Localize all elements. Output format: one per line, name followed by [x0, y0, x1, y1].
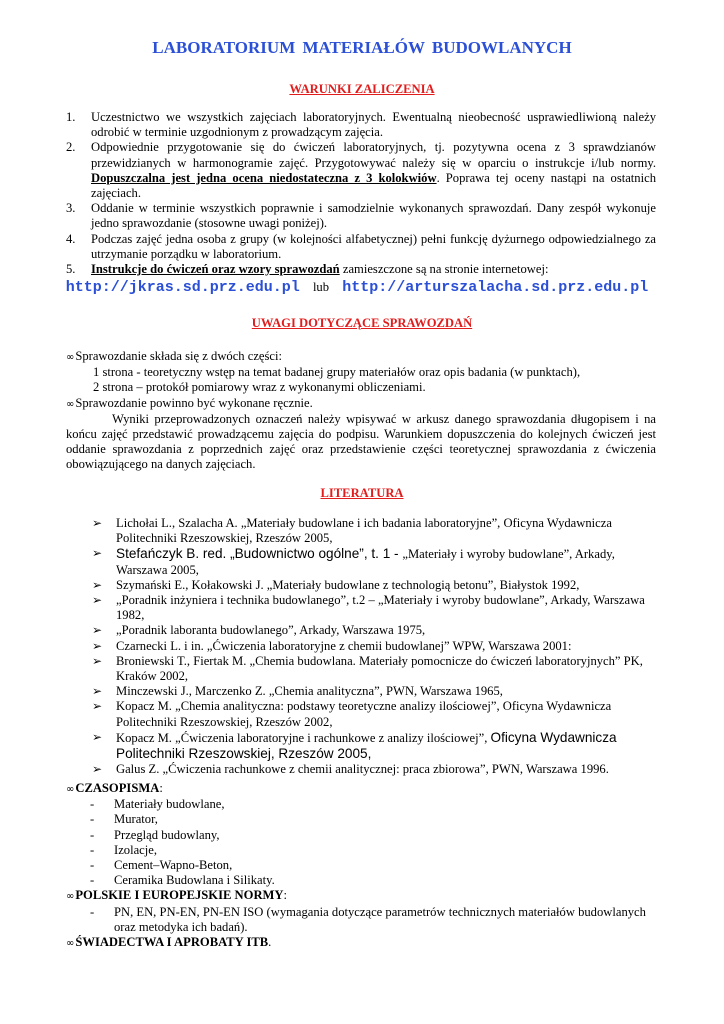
condition-item: 2. Odpowiednie przygotowanie się do ćwiczeń laboratoryjnych, tj. pozytywna ocena z 3 sprawdzianów przewidzianych w harmonogramie zajęć. Przygotowywać należy się w oparciu o instrukcje i/lub normy. Dopuszczalna jest jedna ocena niedostateczna z 3 kolokwiów. Poprawa tej oceny nastąpi na ostatnich zajęciach. — [66, 140, 656, 201]
normy-list — [66, 905, 666, 935]
section-heading-literatura: LITERATURA — [320, 486, 404, 500]
literature-item: ➢ „Poradnik laboranta budowlanego”, Arkady, Warszawa 1975, — [92, 623, 426, 638]
condition-item: 4. Podczas zajęć jedna osoba z grupy (w kolejności alfabetycznej) pełni funkcję dyżurnego odpowiedzialnego za utrzymanie porządku w laboratorium. — [66, 231, 656, 261]
literature-item: ➢ Kopacz M. „Chemia analityczna: podstawy teoretyczne analizy ilościowej”, Oficyna Wydawnicza Politechniki Rzeszowskiej, Rzeszów 2002, — [92, 699, 612, 729]
normy-heading: ∞POLSKIE I EUROPEJSKIE NORMY: — [66, 888, 288, 903]
literature-item: ➢ Stefańczyk B. red. „Budownictwo ogólne”, t. 1 - „Materiały i wyroby budowlane”, Arkady, Warszawa 2005, — [92, 546, 615, 577]
remark-line: 2 strona – protokół pomiarowy wraz z wykonanymi obliczeniami. — [93, 380, 426, 395]
czasopisma-heading: ∞CZASOPISMA: — [66, 781, 163, 795]
arrow-bullet-icon: ➢ — [92, 653, 103, 668]
remark-line: 1 strona - teoretyczny wstęp na temat badanej grupy materiałów oraz opis badania (w punktach), — [93, 365, 581, 380]
czasopisma-section — [66, 781, 666, 951]
remarks-block — [66, 349, 656, 473]
list-item: - Cement–Wapno-Beton, — [90, 858, 233, 873]
bold-underlined-text: Instrukcje do ćwiczeń oraz wzory sprawozdań — [91, 262, 340, 277]
literature-item: ➢ Broniewski T., Fiertak M. „Chemia budowlana. Materiały pomocnicze do ćwiczeń laboratoryjnych” PK, Kraków 2002, — [92, 653, 643, 684]
literature-item: ➢ Kopacz M. „Ćwiczenia laboratoryjne i rachunkowe z analizy ilościowej”, Oficyna Wydawnicza Politechniki Rzeszowskiej, Rzeszów 2005, — [92, 729, 617, 762]
remark-line: ∞Sprawozdanie powinno być wykonane ręcznie. — [66, 395, 313, 410]
bold-underlined-text: Dopuszczalna jest jedna ocena niedostateczna z 3 kolokwiów — [91, 170, 437, 185]
condition-item: 3. Oddanie w terminie wszystkich poprawnie i samodzielnie wykonanych sprawozdań. Dany zespół wykonuje jedno sprawozdanie (stosowne uwagi poniżej). — [66, 201, 656, 231]
literature-item: ➢ Czarnecki L. i in. „Ćwiczenia laboratoryjne z chemii budowlanej” WPW, Warszawa 2001: — [92, 638, 572, 653]
swiadectwa-heading: ∞ŚWIADECTWA I APROBATY ITB. — [66, 935, 272, 950]
arrow-bullet-icon: ➢ — [92, 638, 103, 653]
list-item: - Murator, — [90, 812, 158, 827]
or-text: lub — [312, 280, 330, 295]
literature-item: ➢ Szymański E., Kołakowski J. „Materiały budowlane z technologią betonu”, Białystok 1992, — [92, 577, 580, 592]
literature-item: ➢ „Poradnik inżyniera i technika budowlanego”, t.2 – „Materiały i wyroby budowlane”, Arkady, Warszawa 1982, — [92, 593, 645, 623]
list-item: - Przegląd budowlany, — [90, 827, 220, 842]
page-title: LABORATORIUM MATERIAŁÓW BUDOWLANYCH — [152, 38, 572, 57]
section-heading-warunki: WARUNKI ZALICZENIA — [289, 82, 435, 96]
literature-item: ➢ Galus Z. „Ćwiczenia rachunkowe z chemii analitycznej: praca zbiorowa”, PWN, Warszawa 1996. — [92, 762, 609, 777]
arrow-bullet-icon: ➢ — [92, 762, 103, 777]
czasopisma-list — [66, 797, 666, 888]
list-item: - Materiały budowlane, — [90, 797, 225, 812]
condition-item: 5. Instrukcje do ćwiczeń oraz wzory sprawozdań zamieszczone są na stronie internetowej: — [66, 262, 549, 277]
conditions-list — [66, 110, 656, 298]
arrow-bullet-icon: ➢ — [92, 729, 103, 744]
remark-paragraph: Wyniki przeprowadzonych oznaczeń należy wpisywać w arkusz danego sprawozdania długopisem i na końcu zajęć przedstawić prowadzącemu zajęcia do podpisu. Warunkiem dopuszczenia do kolejnych ćwiczeń jest oddanie sprawozdania z poprzednich zajęć oraz przedstawienie części teoretycznej sprawozdania z ćwiczenia obowiązującego na danych zajęciach. — [66, 411, 656, 472]
arrow-bullet-icon: ➢ — [92, 623, 103, 638]
literature-list — [92, 516, 652, 777]
arrow-bullet-icon: ➢ — [92, 516, 103, 530]
list-item: - PN, EN, PN-EN, PN-EN ISO (wymagania dotyczące parametrów technicznych materiałów budowlanych oraz metodyka ich badań). — [90, 904, 646, 934]
infinity-bullet-icon: ∞ — [66, 352, 75, 363]
arrow-bullet-icon: ➢ — [92, 684, 103, 699]
arrow-bullet-icon: ➢ — [92, 577, 103, 592]
url-line — [58, 277, 656, 298]
arrow-bullet-icon: ➢ — [92, 699, 103, 714]
list-item: - Ceramika Budowlana i Silikaty. — [90, 873, 275, 888]
list-item: - Izolacje, — [90, 842, 157, 857]
arrow-bullet-icon: ➢ — [92, 546, 103, 561]
link-jkras[interactable]: http://jkras.sd.prz.edu.pl — [65, 279, 300, 297]
literature-item: ➢ Minczewski J., Marczenko Z. „Chemia analityczna”, PWN, Warszawa 1965, — [92, 684, 503, 699]
infinity-bullet-icon: ∞ — [66, 891, 75, 903]
arrow-bullet-icon: ➢ — [92, 593, 103, 608]
infinity-bullet-icon: ∞ — [66, 784, 75, 795]
infinity-bullet-icon: ∞ — [66, 938, 75, 950]
condition-item: 1. Uczestnictwo we wszystkich zajęciach laboratoryjnych. Ewentualną nieobecność usprawiedliwioną należy odrobić w terminie uzgodnionym z prowadzącym zajęcia. — [66, 110, 656, 140]
infinity-bullet-icon: ∞ — [66, 398, 75, 410]
literature-item: ➢ Lichołai L., Szalacha A. „Materiały budowlane i ich badania laboratoryjne”, Oficyna Wydawnicza Politechniki Rzeszowskiej, Rzeszów 2005, — [92, 516, 612, 546]
link-arturszalacha[interactable]: http://arturszalacha.sd.prz.edu.pl — [342, 279, 649, 297]
section-heading-uwagi: UWAGI DOTYCZĄCE SPRAWOZDAŃ — [251, 316, 473, 330]
remark-line: ∞Sprawozdanie składa się z dwóch części: — [66, 349, 283, 363]
